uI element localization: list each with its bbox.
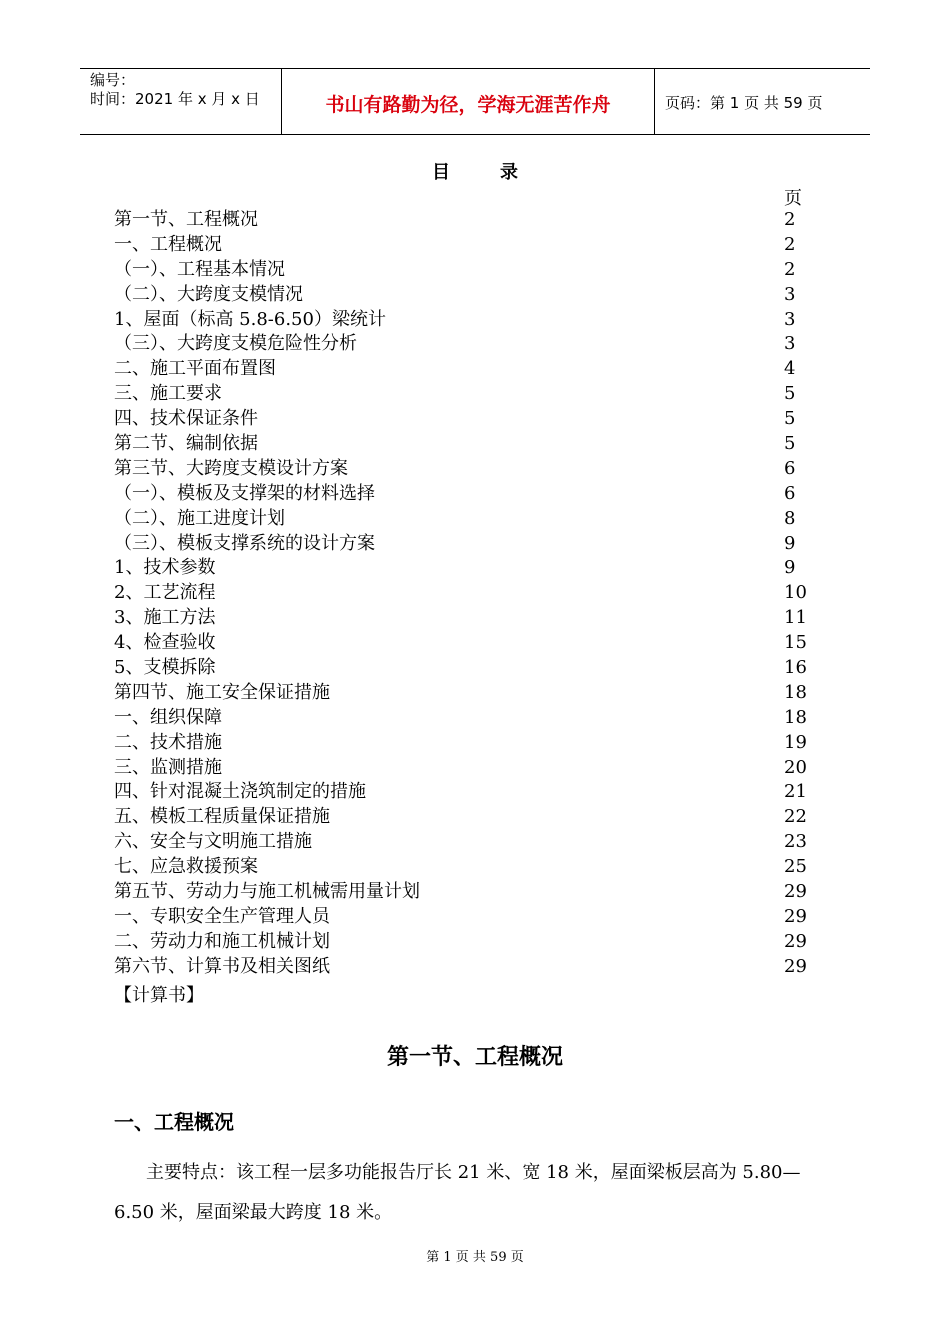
- code-label: 编号：: [90, 71, 136, 89]
- toc-entry-page: 22: [784, 806, 807, 828]
- toc-entry-label: （二）、大跨度支模情况: [114, 283, 303, 305]
- toc-entry-label: 第四节、施工安全保证措施: [114, 681, 330, 703]
- toc-entry-page: 23: [784, 831, 807, 853]
- toc-entry-label: 五、模板工程质量保证措施: [114, 806, 330, 828]
- toc-entry-label: 一、工程概况: [114, 233, 222, 255]
- toc-entry-page: 5: [784, 408, 796, 430]
- toc-list: [114, 207, 814, 979]
- toc-entry-label: 1、屋面（标高 5.8-6.50）梁统计: [114, 308, 386, 330]
- toc-entry-label: 第一节、工程概况: [114, 209, 258, 230]
- toc-entry[interactable]: [114, 904, 814, 929]
- toc-entry-page: 3: [784, 283, 796, 305]
- toc-entry-label: 四、针对混凝土浇筑制定的措施: [114, 781, 366, 803]
- toc-entry[interactable]: [114, 481, 814, 506]
- toc-entry-label: 3、施工方法: [114, 607, 216, 629]
- toc-entry[interactable]: [114, 705, 814, 730]
- toc-entry[interactable]: [114, 755, 814, 780]
- header-meta: [80, 69, 282, 134]
- toc-entry-label: 1、技术参数: [114, 557, 216, 579]
- toc-entry-page: 29: [784, 930, 807, 952]
- toc-entry-label: 一、专职安全生产管理人员: [114, 905, 330, 927]
- toc-entry-label: 三、施工要求: [114, 383, 222, 405]
- toc-entry-page: 11: [784, 607, 807, 629]
- toc-entry-page: 29: [784, 955, 807, 977]
- toc-entry[interactable]: [114, 854, 814, 879]
- toc-entry-label: 四、技术保证条件: [114, 408, 258, 430]
- toc-entry[interactable]: [114, 207, 814, 232]
- toc-entry-label: （一）、工程基本情况: [114, 258, 285, 280]
- toc-entry[interactable]: [114, 879, 814, 904]
- toc-entry-page: 9: [784, 532, 796, 554]
- toc-entry[interactable]: [114, 779, 814, 804]
- toc-entry-label: 5、支模拆除: [114, 657, 216, 679]
- toc-entry-page: 10: [784, 582, 807, 604]
- toc-entry-page: 6: [784, 457, 796, 479]
- toc-entry-page: 4: [784, 358, 796, 380]
- toc-entry-page: 3: [784, 333, 796, 355]
- toc-extra-entry: 【计算书】: [114, 985, 204, 1006]
- header-motto: 书山有路勤为径，学海无涯苦作舟: [282, 69, 655, 134]
- toc-entry-page: 16: [784, 657, 807, 679]
- toc-entry-label: （一）、模板及支撑架的材料选择: [114, 482, 375, 504]
- toc-entry-label: 六、安全与文明施工措施: [114, 831, 312, 853]
- toc-entry[interactable]: [114, 282, 814, 307]
- toc-entry-label: 第三节、大跨度支模设计方案: [114, 457, 348, 479]
- toc-entry[interactable]: [114, 655, 814, 680]
- toc-entry-page: 3: [784, 308, 796, 330]
- toc-entry-page: 6: [784, 482, 796, 504]
- toc-entry[interactable]: [114, 929, 814, 954]
- toc-entry[interactable]: [114, 630, 814, 655]
- header-page-info: 页码：第 1 页 共 59 页: [665, 94, 823, 112]
- toc-entry-page: 20: [784, 756, 807, 778]
- toc-entry[interactable]: [114, 580, 814, 605]
- toc-entry[interactable]: [114, 232, 814, 257]
- toc-entry[interactable]: [114, 381, 814, 406]
- toc-title: [0, 158, 950, 184]
- subsection-title: 一、工程概况: [114, 1110, 234, 1134]
- toc-entry-label: 第六节、计算书及相关图纸: [114, 955, 330, 977]
- toc-entry-page: 29: [784, 905, 807, 927]
- toc-entry-label: （二）、施工进度计划: [114, 507, 285, 529]
- toc-entry-page: 18: [784, 681, 807, 703]
- toc-entry[interactable]: [114, 356, 814, 381]
- time-label: 时间：2021 年 x 月 x 日: [90, 90, 260, 108]
- toc-entry-page: 29: [784, 881, 807, 903]
- toc-entry-label: 第二节、编制依据: [114, 433, 258, 455]
- toc-page-column-header: 页: [784, 188, 802, 209]
- toc-title-right: 录: [500, 162, 518, 183]
- toc-entry[interactable]: [114, 829, 814, 854]
- toc-entry-label: 三、监测措施: [114, 756, 222, 778]
- toc-entry[interactable]: [114, 730, 814, 755]
- toc-entry[interactable]: [114, 431, 814, 456]
- toc-entry-page: 21: [784, 781, 807, 803]
- toc-entry-label: 4、检查验收: [114, 632, 216, 654]
- toc-entry[interactable]: [114, 804, 814, 829]
- toc-entry[interactable]: [114, 954, 814, 979]
- toc-entry[interactable]: [114, 680, 814, 705]
- toc-entry-page: 2: [784, 209, 796, 230]
- toc-entry-label: 七、应急救援预案: [114, 856, 258, 878]
- toc-entry-label: 第五节、劳动力与施工机械需用量计划: [114, 881, 420, 903]
- toc-entry-page: 2: [784, 233, 796, 255]
- toc-entry[interactable]: [114, 257, 814, 282]
- body-paragraph: [114, 1153, 814, 1233]
- toc-entry[interactable]: [114, 506, 814, 531]
- toc-entry-label: 一、组织保障: [114, 706, 222, 728]
- toc-entry[interactable]: [114, 307, 814, 332]
- toc-entry-label: 2、工艺流程: [114, 582, 216, 604]
- toc-entry-label: 二、技术措施: [114, 731, 222, 753]
- page-footer: 第 1 页 共 59 页: [426, 1250, 524, 1265]
- toc-entry-page: 5: [784, 433, 796, 455]
- toc-entry[interactable]: [114, 406, 814, 431]
- toc-entry-page: 2: [784, 258, 796, 280]
- toc-entry-label: 二、施工平面布置图: [114, 358, 276, 380]
- toc-entry-page: 8: [784, 507, 796, 529]
- toc-entry-page: 9: [784, 557, 796, 579]
- page-header: [80, 68, 870, 135]
- section-title: 第一节、工程概况: [386, 1045, 563, 1070]
- body-paragraph-text: 主要特点：该工程一层多功能报告厅长 21 米、宽 18 米，屋面梁板层高为 5.80—6.50 米，屋面梁最大跨度 18 米。: [114, 1162, 801, 1223]
- toc-entry-page: 18: [784, 706, 807, 728]
- toc-entry[interactable]: [114, 331, 814, 356]
- toc-entry-label: （三）、大跨度支模危险性分析: [114, 333, 357, 355]
- toc-entry[interactable]: [114, 531, 814, 556]
- toc-entry[interactable]: [114, 555, 814, 580]
- toc-entry-page: 19: [784, 731, 807, 753]
- toc-entry[interactable]: [114, 605, 814, 630]
- toc-title-left: 目: [432, 162, 450, 183]
- toc-entry[interactable]: [114, 456, 814, 481]
- toc-entry-page: 5: [784, 383, 796, 405]
- toc-entry-label: （三）、模板支撑系统的设计方案: [114, 532, 375, 554]
- toc-entry-page: 25: [784, 856, 807, 878]
- toc-entry-page: 15: [784, 632, 807, 654]
- toc-entry-label: 二、劳动力和施工机械计划: [114, 930, 330, 952]
